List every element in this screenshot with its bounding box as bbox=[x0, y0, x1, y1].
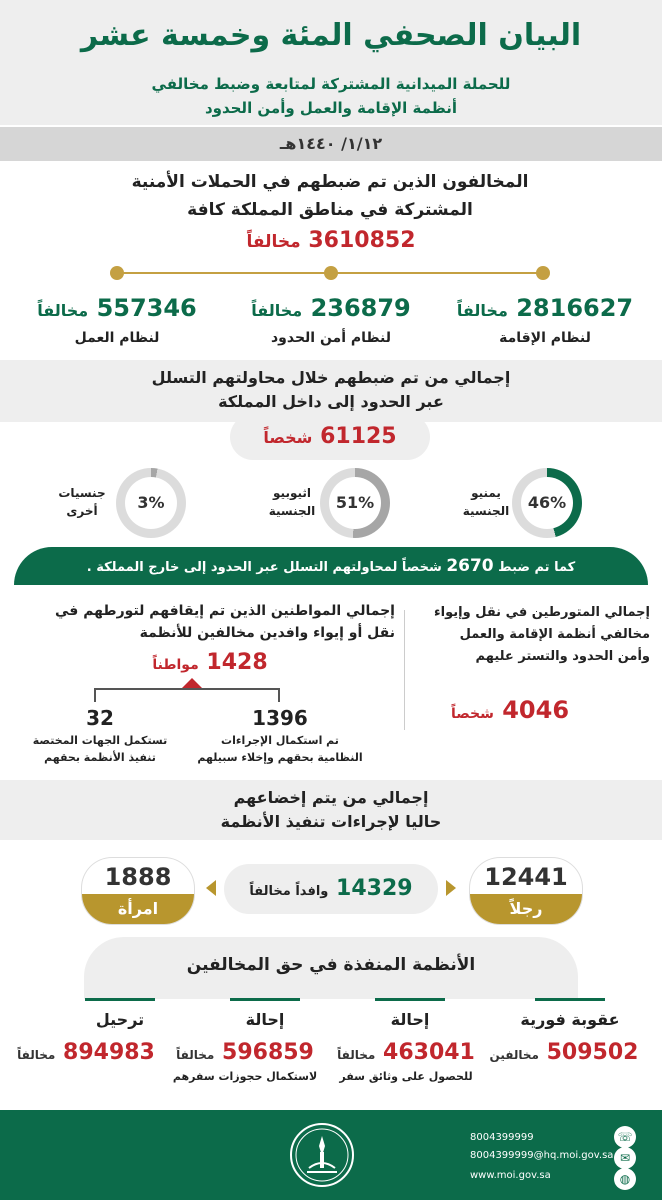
system-title-referral-docs: إحالة bbox=[390, 1010, 430, 1029]
system-unit: مخالفاً bbox=[17, 1048, 56, 1062]
men-number: 12441 bbox=[484, 863, 568, 891]
system-number: 894983 bbox=[63, 1040, 155, 1065]
nationality-ring-ethiopian bbox=[320, 468, 390, 538]
citizens-text-line: إجمالي المواطنين الذين تم إيقافهم لتورطهم في bbox=[55, 603, 395, 619]
women-label: امرأة bbox=[82, 894, 194, 924]
system-number-penalty bbox=[484, 1040, 644, 1065]
category-residency-label: لنظام الإقامة bbox=[499, 330, 591, 346]
men-label: رجلاً bbox=[470, 894, 582, 924]
citizens-pending-number: 32 bbox=[86, 706, 114, 730]
violators-heading bbox=[60, 168, 600, 224]
procedures-total-unit: وافداً مخالفاً bbox=[249, 884, 329, 899]
infiltration-total-pill bbox=[230, 414, 430, 460]
nationality-label-ethiopian bbox=[262, 484, 322, 520]
citizens-total bbox=[140, 650, 280, 675]
infiltration-total-number: 61125 bbox=[320, 424, 397, 449]
procedures-total-pill bbox=[224, 864, 438, 914]
arrow-left-icon bbox=[206, 880, 216, 896]
involved-text-line: إجمالي المتورطين في نقل وإيواء bbox=[434, 605, 650, 620]
infiltration-heading-line: إجمالي من تم ضبطهم خلال محاولتهم التسلل bbox=[151, 368, 511, 387]
violators-total bbox=[0, 228, 662, 253]
category-number: 236879 bbox=[310, 294, 411, 322]
women-card bbox=[82, 858, 194, 924]
nationality-label-line: أخرى bbox=[66, 504, 98, 518]
system-sub-referral-docs: للحصول على وثائق سفر bbox=[339, 1070, 473, 1083]
footer-website[interactable]: www.moi.gov.sa bbox=[470, 1170, 551, 1181]
citizens-number: 1428 bbox=[206, 650, 268, 675]
nationality-ring-yemeni bbox=[512, 468, 582, 538]
sub-label-line: تم استكمال الإجراءات bbox=[221, 734, 339, 747]
citizens-pending-label bbox=[14, 732, 186, 766]
procedures-heading-line: إجمالي من يتم إخضاعهم bbox=[233, 788, 429, 807]
category-unit: مخالفاً bbox=[251, 301, 303, 320]
violators-heading-line: المشتركة في مناطق المملكة كافة bbox=[187, 200, 473, 220]
category-labor-label: لنظام العمل bbox=[74, 330, 160, 346]
systems-heading: الأنظمة المنفذة في حق المخالفين bbox=[186, 955, 476, 975]
infiltration-heading-line: عبر الحدود إلى داخل المملكة bbox=[218, 392, 444, 411]
section-divider bbox=[404, 610, 405, 730]
subtitle-line: أنظمة الإقامة والعمل وأمن الحدود bbox=[204, 99, 458, 117]
system-number: 596859 bbox=[222, 1040, 314, 1065]
system-unit: مخالفاً bbox=[337, 1048, 376, 1062]
ring-percent: 46% bbox=[521, 477, 573, 529]
system-number-referral-docs bbox=[326, 1040, 486, 1065]
timeline-dot bbox=[110, 266, 124, 280]
infiltration-heading bbox=[0, 366, 662, 414]
system-number: 463041 bbox=[383, 1040, 475, 1065]
nationality-label-line: الجنسية bbox=[462, 504, 510, 518]
citizens-text-line: نقل أو إيواء وافدين مخالفين للأنظمة bbox=[139, 625, 395, 641]
split-bracket bbox=[94, 688, 280, 702]
nationality-label-line: الجنسية bbox=[268, 504, 316, 518]
timeline-dot bbox=[536, 266, 550, 280]
violators-heading-line: المخالفون الذين تم ضبطهم في الحملات الأمنية bbox=[131, 172, 529, 192]
nationality-label-line: اثيوبيو bbox=[273, 486, 311, 500]
nationality-ring-other bbox=[116, 468, 186, 538]
page-subtitle bbox=[0, 72, 662, 120]
procedures-total-number: 14329 bbox=[336, 876, 413, 901]
globe-icon: ◍ bbox=[614, 1168, 636, 1190]
system-number-referral-booking bbox=[165, 1040, 325, 1065]
procedures-heading-line: حاليا لإجراءات تنفيذ الأنظمة bbox=[220, 812, 442, 831]
nationality-label-other bbox=[52, 484, 112, 520]
sub-label-line: تستكمل الجهات المختصة bbox=[32, 734, 168, 747]
ministry-emblem-icon bbox=[289, 1122, 355, 1188]
banner-number: 2670 bbox=[446, 556, 494, 576]
involved-text-line: مخالفي أنظمة الإقامة والعمل bbox=[459, 627, 650, 642]
category-residency-number bbox=[440, 294, 650, 322]
banner-prefix: كما تم ضبط bbox=[498, 560, 576, 575]
category-unit: مخالفاً bbox=[456, 301, 508, 320]
envelope-icon: ✉ bbox=[614, 1147, 636, 1169]
sub-label-line: النظامية بحقهم وإخلاء سبيلهم bbox=[197, 751, 363, 764]
system-unit: مخالفين bbox=[489, 1048, 539, 1062]
footer-phone[interactable]: 8004399999 bbox=[470, 1132, 534, 1143]
systems-bar bbox=[535, 998, 605, 1001]
phone-icon: ☏ bbox=[614, 1126, 636, 1148]
outbound-banner bbox=[14, 547, 648, 585]
ring-percent: 51% bbox=[329, 477, 381, 529]
men-card bbox=[470, 858, 582, 924]
pointer-triangle bbox=[182, 678, 202, 688]
nationality-label-yemeni bbox=[456, 484, 516, 520]
category-unit: مخالفاً bbox=[37, 301, 89, 320]
system-title-deportation: ترحيل bbox=[95, 1010, 145, 1029]
systems-bar bbox=[85, 998, 155, 1001]
involved-unit: شخصاً bbox=[450, 706, 494, 722]
banner-suffix: شخصاً لمحاولتهم التسلل عبر الحدود إلى خارج المملكة . bbox=[86, 560, 442, 575]
procedures-heading bbox=[0, 786, 662, 834]
women-number: 1888 bbox=[104, 863, 172, 891]
sub-label-line: تنفيذ الأنظمة بحقهم bbox=[44, 751, 156, 764]
category-number: 2816627 bbox=[516, 294, 634, 322]
citizens-text bbox=[40, 600, 395, 644]
involved-number: 4046 bbox=[502, 696, 570, 724]
subtitle-line: للحملة الميدانية المشتركة لمتابعة وضبط مخالفي bbox=[151, 75, 511, 93]
involved-text-line: وأمن الحدود والتستر عليهم bbox=[475, 649, 650, 664]
date-bar: ١/١٢/ ١٤٤٠هـ bbox=[0, 127, 662, 161]
timeline-dot bbox=[324, 266, 338, 280]
footer-email[interactable]: 8004399999@hq.moi.gov.sa bbox=[470, 1150, 614, 1161]
nationality-label-line: يمنيو bbox=[471, 486, 501, 500]
violators-total-unit: مخالفاً bbox=[246, 232, 301, 252]
citizens-released-label bbox=[190, 732, 370, 766]
system-title-penalty: عقوبة فورية bbox=[520, 1010, 620, 1029]
page-title: البيان الصحفي المئة وخمسة عشر bbox=[80, 18, 582, 53]
violators-total-number: 3610852 bbox=[308, 228, 416, 253]
system-number-deportation bbox=[6, 1040, 166, 1065]
system-title-referral-booking: إحالة bbox=[245, 1010, 285, 1029]
arrow-right-icon bbox=[446, 880, 456, 896]
infiltration-total-unit: شخصاً bbox=[263, 428, 313, 447]
involved-total bbox=[420, 696, 600, 724]
system-number: 509502 bbox=[546, 1040, 639, 1065]
category-border-number bbox=[226, 294, 436, 322]
category-number: 557346 bbox=[96, 294, 197, 322]
citizens-released-number: 1396 bbox=[252, 706, 308, 730]
system-unit: مخالفاً bbox=[176, 1048, 215, 1062]
nationality-label-line: جنسيات bbox=[58, 486, 106, 500]
involved-text bbox=[420, 602, 650, 668]
ring-percent: 3% bbox=[125, 477, 177, 529]
citizens-unit: مواطناً bbox=[152, 657, 199, 673]
systems-bar bbox=[375, 998, 445, 1001]
systems-bar bbox=[230, 998, 300, 1001]
category-labor-number bbox=[12, 294, 222, 322]
category-border-label: لنظام أمن الحدود bbox=[270, 330, 392, 346]
system-sub-referral-booking: لاستكمال حجوزات سفرهم bbox=[172, 1070, 318, 1083]
